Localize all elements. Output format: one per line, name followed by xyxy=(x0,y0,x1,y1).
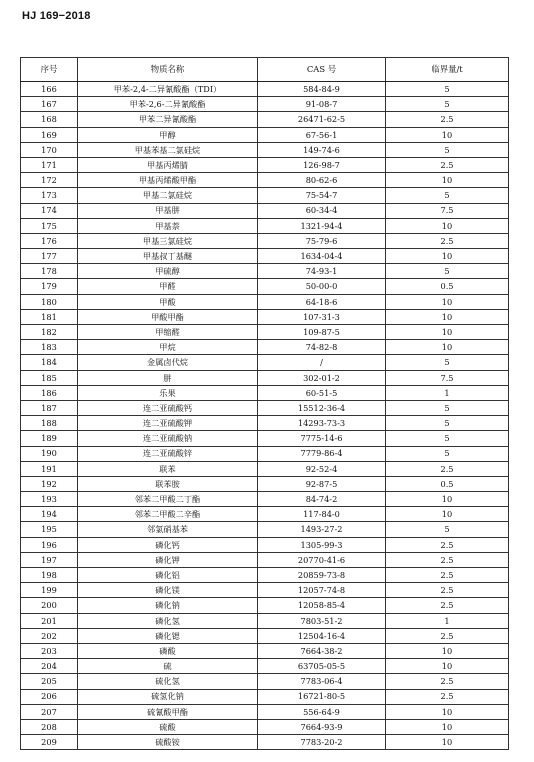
cell-index: 193 xyxy=(21,492,78,507)
cell-index: 185 xyxy=(21,370,78,385)
cell-index: 202 xyxy=(21,628,78,643)
cell-substance-name: 肼 xyxy=(78,370,258,385)
cell-threshold: 1 xyxy=(386,385,509,400)
cell-cas-number: 63705-05-5 xyxy=(258,659,386,674)
table-row xyxy=(21,674,509,689)
cell-index: 166 xyxy=(21,82,78,97)
table-row xyxy=(21,112,509,127)
cell-substance-name: 磷化钙 xyxy=(78,537,258,552)
cell-threshold: 10 xyxy=(386,294,509,309)
cell-cas-number: 7803-51-2 xyxy=(258,613,386,628)
cell-substance-name: 甲基叔丁基醚 xyxy=(78,249,258,264)
cell-cas-number: 80-62-6 xyxy=(258,173,386,188)
cell-substance-name: 甲基二氯硅烷 xyxy=(78,188,258,203)
table-row xyxy=(21,719,509,734)
cell-cas-number: 556-64-9 xyxy=(258,704,386,719)
table-row xyxy=(21,233,509,248)
cell-index: 194 xyxy=(21,507,78,522)
cell-cas-number: / xyxy=(258,355,386,370)
cell-cas-number: 20859-73-8 xyxy=(258,568,386,583)
cell-index: 183 xyxy=(21,340,78,355)
cell-substance-name: 甲基苯基二氯硅烷 xyxy=(78,142,258,157)
table-row xyxy=(21,355,509,370)
cell-index: 207 xyxy=(21,704,78,719)
cell-index: 188 xyxy=(21,416,78,431)
cell-substance-name: 甲醇 xyxy=(78,127,258,142)
table-row xyxy=(21,157,509,172)
table-row xyxy=(21,309,509,324)
cell-cas-number: 74-82-8 xyxy=(258,340,386,355)
table-row xyxy=(21,142,509,157)
cell-index: 171 xyxy=(21,157,78,172)
cell-index: 172 xyxy=(21,173,78,188)
cell-threshold: 10 xyxy=(386,719,509,734)
cell-cas-number: 64-18-6 xyxy=(258,294,386,309)
cell-cas-number: 7783-20-2 xyxy=(258,735,386,750)
cell-substance-name: 甲苯二异氰酸酯 xyxy=(78,112,258,127)
cell-substance-name: 磷化钾 xyxy=(78,552,258,567)
cell-threshold: 2.5 xyxy=(386,568,509,583)
cell-threshold: 10 xyxy=(386,735,509,750)
cell-index: 204 xyxy=(21,659,78,674)
cell-substance-name: 磷化铝 xyxy=(78,568,258,583)
cell-threshold: 1 xyxy=(386,613,509,628)
table-row xyxy=(21,628,509,643)
table-row xyxy=(21,507,509,522)
table-row xyxy=(21,249,509,264)
cell-substance-name: 连二亚硫酸钙 xyxy=(78,400,258,415)
cell-threshold: 2.5 xyxy=(386,628,509,643)
cell-threshold: 2.5 xyxy=(386,598,509,613)
cell-threshold: 2.5 xyxy=(386,689,509,704)
cell-index: 173 xyxy=(21,188,78,203)
cell-substance-name: 邻氯硝基苯 xyxy=(78,522,258,537)
cell-substance-name: 磷酸 xyxy=(78,643,258,658)
cell-threshold: 2.5 xyxy=(386,233,509,248)
cell-threshold: 0.5 xyxy=(386,279,509,294)
cell-threshold: 10 xyxy=(386,340,509,355)
cell-cas-number: 12058-85-4 xyxy=(258,598,386,613)
cell-threshold: 2.5 xyxy=(386,674,509,689)
cell-threshold: 2.5 xyxy=(386,537,509,552)
table-row xyxy=(21,522,509,537)
table-body xyxy=(21,82,509,750)
cell-cas-number: 1634-04-4 xyxy=(258,249,386,264)
cell-index: 209 xyxy=(21,735,78,750)
cell-substance-name: 连二亚硫酸钾 xyxy=(78,416,258,431)
cell-substance-name: 甲烷 xyxy=(78,340,258,355)
table-row xyxy=(21,431,509,446)
cell-index: 168 xyxy=(21,112,78,127)
cell-threshold: 2.5 xyxy=(386,461,509,476)
cell-threshold: 5 xyxy=(386,142,509,157)
cell-cas-number: 117-84-0 xyxy=(258,507,386,522)
cell-threshold: 5 xyxy=(386,188,509,203)
cell-substance-name: 磷化氢 xyxy=(78,613,258,628)
cell-cas-number: 7783-06-4 xyxy=(258,674,386,689)
cell-cas-number: 1305-99-3 xyxy=(258,537,386,552)
cell-index: 186 xyxy=(21,385,78,400)
cell-index: 200 xyxy=(21,598,78,613)
table-row xyxy=(21,643,509,658)
table-row xyxy=(21,461,509,476)
table-row xyxy=(21,82,509,97)
cell-substance-name: 乐果 xyxy=(78,385,258,400)
cell-threshold: 10 xyxy=(386,218,509,233)
cell-threshold: 10 xyxy=(386,325,509,340)
cell-cas-number: 14293-73-3 xyxy=(258,416,386,431)
cell-cas-number: 16721-80-5 xyxy=(258,689,386,704)
cell-index: 184 xyxy=(21,355,78,370)
cell-cas-number: 1321-94-4 xyxy=(258,218,386,233)
cell-threshold: 2.5 xyxy=(386,552,509,567)
cell-index: 174 xyxy=(21,203,78,218)
cell-index: 191 xyxy=(21,461,78,476)
table-row xyxy=(21,568,509,583)
cell-cas-number: 26471-62-5 xyxy=(258,112,386,127)
cell-threshold: 5 xyxy=(386,446,509,461)
cell-index: 206 xyxy=(21,689,78,704)
column-header-cas-number: CAS 号 xyxy=(258,58,386,82)
cell-threshold: 5 xyxy=(386,431,509,446)
table-row xyxy=(21,188,509,203)
cell-substance-name: 连二亚硫酸锌 xyxy=(78,446,258,461)
cell-threshold: 5 xyxy=(386,82,509,97)
cell-index: 180 xyxy=(21,294,78,309)
cell-threshold: 0.5 xyxy=(386,476,509,491)
cell-threshold: 10 xyxy=(386,173,509,188)
substance-table-container xyxy=(20,57,508,750)
cell-cas-number: 107-31-3 xyxy=(258,309,386,324)
table-header xyxy=(21,58,509,82)
cell-index: 197 xyxy=(21,552,78,567)
cell-substance-name: 邻苯二甲酸二辛酯 xyxy=(78,507,258,522)
table-row xyxy=(21,613,509,628)
cell-threshold: 5 xyxy=(386,264,509,279)
cell-index: 178 xyxy=(21,264,78,279)
cell-substance-name: 甲基萘 xyxy=(78,218,258,233)
cell-substance-name: 甲苯-2,4-二异氰酸酯（TDI） xyxy=(78,82,258,97)
table-row xyxy=(21,218,509,233)
cell-index: 182 xyxy=(21,325,78,340)
cell-index: 167 xyxy=(21,97,78,112)
cell-substance-name: 硫氢化钠 xyxy=(78,689,258,704)
cell-substance-name: 联苯 xyxy=(78,461,258,476)
column-header-substance-name: 物质名称 xyxy=(78,58,258,82)
cell-cas-number: 7664-93-9 xyxy=(258,719,386,734)
cell-threshold: 5 xyxy=(386,355,509,370)
cell-cas-number: 12057-74-8 xyxy=(258,583,386,598)
table-row xyxy=(21,552,509,567)
cell-index: 205 xyxy=(21,674,78,689)
cell-threshold: 7.5 xyxy=(386,370,509,385)
cell-substance-name: 硫化氢 xyxy=(78,674,258,689)
cell-substance-name: 金属卤代烷 xyxy=(78,355,258,370)
cell-threshold: 10 xyxy=(386,492,509,507)
cell-threshold: 5 xyxy=(386,97,509,112)
cell-threshold: 7.5 xyxy=(386,203,509,218)
cell-substance-name: 硫 xyxy=(78,659,258,674)
cell-cas-number: 15512-36-4 xyxy=(258,400,386,415)
table-row xyxy=(21,416,509,431)
table-row xyxy=(21,659,509,674)
cell-substance-name: 甲基丙烯腈 xyxy=(78,157,258,172)
cell-threshold: 2.5 xyxy=(386,157,509,172)
cell-substance-name: 甲硫醇 xyxy=(78,264,258,279)
cell-threshold: 2.5 xyxy=(386,112,509,127)
cell-index: 187 xyxy=(21,400,78,415)
cell-threshold: 5 xyxy=(386,416,509,431)
table-row xyxy=(21,370,509,385)
cell-index: 189 xyxy=(21,431,78,446)
table-row xyxy=(21,583,509,598)
cell-cas-number: 302-01-2 xyxy=(258,370,386,385)
cell-cas-number: 92-52-4 xyxy=(258,461,386,476)
cell-threshold: 10 xyxy=(386,704,509,719)
cell-substance-name: 甲醛 xyxy=(78,279,258,294)
cell-cas-number: 92-87-5 xyxy=(258,476,386,491)
cell-index: 208 xyxy=(21,719,78,734)
cell-index: 199 xyxy=(21,583,78,598)
cell-substance-name: 磷化锶 xyxy=(78,628,258,643)
cell-cas-number: 67-56-1 xyxy=(258,127,386,142)
cell-index: 190 xyxy=(21,446,78,461)
cell-substance-name: 甲苯-2,6-二异氰酸酯 xyxy=(78,97,258,112)
cell-cas-number: 74-93-1 xyxy=(258,264,386,279)
cell-index: 198 xyxy=(21,568,78,583)
cell-cas-number: 7775-14-6 xyxy=(258,431,386,446)
table-row xyxy=(21,279,509,294)
cell-threshold: 5 xyxy=(386,400,509,415)
cell-cas-number: 7664-38-2 xyxy=(258,643,386,658)
cell-index: 196 xyxy=(21,537,78,552)
cell-index: 175 xyxy=(21,218,78,233)
cell-index: 192 xyxy=(21,476,78,491)
cell-index: 176 xyxy=(21,233,78,248)
cell-cas-number: 84-74-2 xyxy=(258,492,386,507)
cell-index: 195 xyxy=(21,522,78,537)
table-header-row xyxy=(21,58,509,82)
table-row xyxy=(21,294,509,309)
cell-substance-name: 硫酸 xyxy=(78,719,258,734)
column-header-threshold: 临界量/t xyxy=(386,58,509,82)
cell-threshold: 10 xyxy=(386,127,509,142)
cell-cas-number: 12504-16-4 xyxy=(258,628,386,643)
cell-threshold: 10 xyxy=(386,249,509,264)
cell-substance-name: 甲酸甲酯 xyxy=(78,309,258,324)
table-row xyxy=(21,173,509,188)
table-row xyxy=(21,476,509,491)
column-header-index: 序号 xyxy=(21,58,78,82)
cell-substance-name: 联苯胺 xyxy=(78,476,258,491)
cell-cas-number: 75-54-7 xyxy=(258,188,386,203)
table-row xyxy=(21,492,509,507)
table-row xyxy=(21,97,509,112)
cell-cas-number: 91-08-7 xyxy=(258,97,386,112)
cell-index: 169 xyxy=(21,127,78,142)
cell-threshold: 10 xyxy=(386,643,509,658)
cell-threshold: 10 xyxy=(386,659,509,674)
cell-index: 179 xyxy=(21,279,78,294)
cell-substance-name: 邻苯二甲酸二丁酯 xyxy=(78,492,258,507)
table-row xyxy=(21,203,509,218)
cell-cas-number: 1493-27-2 xyxy=(258,522,386,537)
cell-threshold: 2.5 xyxy=(386,583,509,598)
cell-substance-name: 甲基三氯硅烷 xyxy=(78,233,258,248)
table-row xyxy=(21,400,509,415)
table-row xyxy=(21,704,509,719)
cell-threshold: 10 xyxy=(386,507,509,522)
cell-threshold: 10 xyxy=(386,309,509,324)
cell-cas-number: 60-34-4 xyxy=(258,203,386,218)
table-row xyxy=(21,537,509,552)
cell-cas-number: 20770-41-6 xyxy=(258,552,386,567)
cell-cas-number: 7779-86-4 xyxy=(258,446,386,461)
cell-index: 203 xyxy=(21,643,78,658)
table-row xyxy=(21,446,509,461)
table-row xyxy=(21,340,509,355)
cell-cas-number: 126-98-7 xyxy=(258,157,386,172)
cell-index: 170 xyxy=(21,142,78,157)
cell-substance-name: 磷化钠 xyxy=(78,598,258,613)
cell-cas-number: 60-51-5 xyxy=(258,385,386,400)
cell-substance-name: 甲缩醛 xyxy=(78,325,258,340)
cell-substance-name: 硫氰酸甲酯 xyxy=(78,704,258,719)
cell-substance-name: 甲酸 xyxy=(78,294,258,309)
cell-index: 201 xyxy=(21,613,78,628)
cell-threshold: 5 xyxy=(386,522,509,537)
cell-substance-name: 甲基丙烯酸甲酯 xyxy=(78,173,258,188)
cell-cas-number: 50-00-0 xyxy=(258,279,386,294)
table-row xyxy=(21,264,509,279)
cell-substance-name: 磷化镁 xyxy=(78,583,258,598)
table-row xyxy=(21,735,509,750)
table-row xyxy=(21,127,509,142)
cell-substance-name: 连二亚硫酸钠 xyxy=(78,431,258,446)
cell-substance-name: 硫酸铵 xyxy=(78,735,258,750)
cell-index: 177 xyxy=(21,249,78,264)
standard-code-header: HJ 169−2018 xyxy=(22,10,91,22)
cell-cas-number: 149-74-6 xyxy=(258,142,386,157)
cell-cas-number: 584-84-9 xyxy=(258,82,386,97)
cell-substance-name: 甲基肼 xyxy=(78,203,258,218)
table-row xyxy=(21,689,509,704)
cell-cas-number: 75-79-6 xyxy=(258,233,386,248)
table-row xyxy=(21,385,509,400)
cell-cas-number: 109-87-5 xyxy=(258,325,386,340)
table-row xyxy=(21,598,509,613)
table-row xyxy=(21,325,509,340)
cell-index: 181 xyxy=(21,309,78,324)
substance-threshold-table xyxy=(20,57,509,750)
